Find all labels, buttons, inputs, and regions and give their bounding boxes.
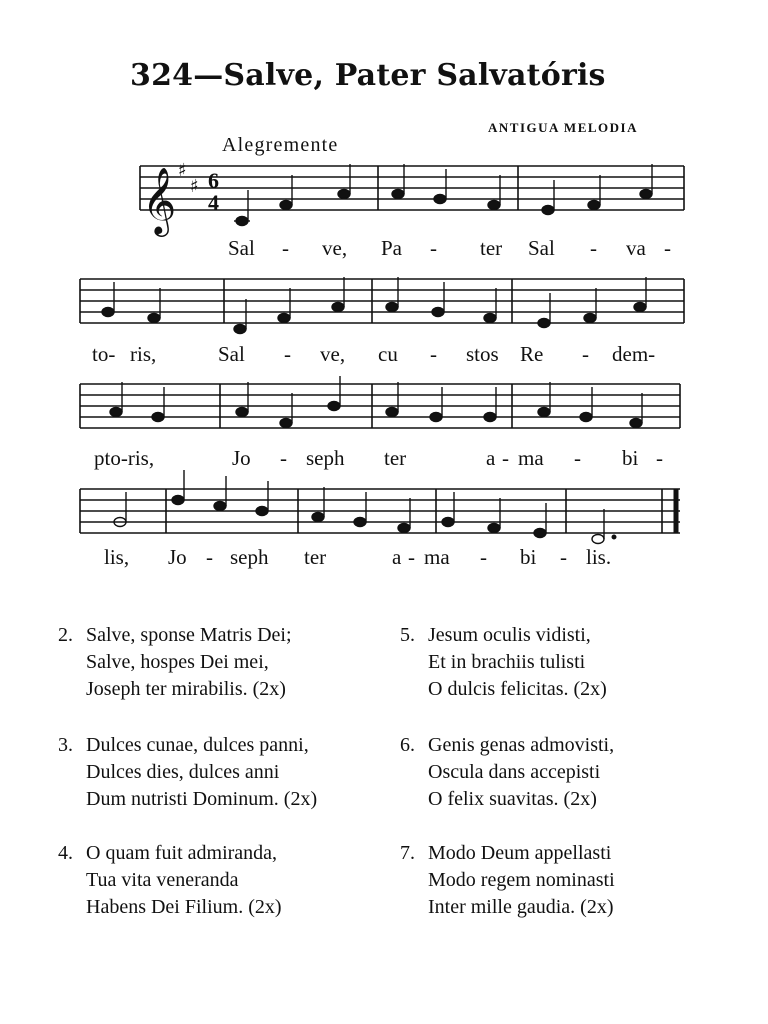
lyric-syllable: dem-	[612, 342, 656, 366]
sharp-icon: ♯	[190, 176, 199, 197]
time-signature-bottom: 4	[208, 190, 219, 215]
treble-clef-icon: 𝄞	[142, 166, 177, 234]
verse-number: 3.	[58, 734, 73, 756]
lyric-syllable: pto-ris,	[94, 446, 155, 470]
verse-line: Dum nutristi Dominum. (2x)	[86, 788, 318, 810]
staff-system-1	[140, 166, 684, 210]
lyric-syllable: ma	[424, 545, 450, 569]
lyric-syllable: Sal	[228, 236, 255, 260]
hymn-title: 324—Salve, Pater Salvatóris	[130, 58, 606, 93]
lyric-syllable: to-	[92, 342, 116, 366]
lyric-syllable: ris,	[130, 342, 157, 366]
lyric-syllable: cu	[378, 342, 398, 366]
staff-system-4	[80, 489, 680, 533]
verse-line: Habens Dei Filium. (2x)	[86, 896, 282, 918]
verse-number: 6.	[400, 734, 415, 756]
lyric-hyphen: -	[280, 446, 287, 470]
verse-line: Tua vita veneranda	[86, 869, 239, 891]
verse-line: Oscula dans accepisti	[428, 761, 601, 783]
verse-line: Modo Deum appellasti	[428, 842, 612, 864]
lyric-hyphen: -	[656, 446, 663, 470]
lyric-hyphen: -	[408, 545, 415, 569]
lyric-syllable: lis,	[104, 545, 130, 569]
lyric-hyphen: -	[502, 446, 509, 470]
verse-line: O quam fuit admiranda,	[86, 842, 278, 864]
lyric-syllable: lis.	[586, 545, 612, 569]
verse-line: Salve, sponse Matris Dei;	[86, 624, 292, 646]
staff-system-3	[80, 384, 680, 428]
verse-number: 2.	[58, 624, 73, 646]
verse-line: Salve, hospes Dei mei,	[86, 651, 269, 673]
notes-system-2	[102, 277, 646, 334]
lyric-syllable: Sal	[528, 236, 555, 260]
verse-line: O dulcis felicitas. (2x)	[428, 678, 607, 700]
verse-line: Et in brachiis tulisti	[428, 651, 586, 673]
lyric-syllable: a	[486, 446, 496, 470]
lyric-syllable: ve,	[322, 236, 348, 260]
verse-line: Dulces dies, dulces anni	[86, 761, 280, 783]
verse-line: Genis genas admovisti,	[428, 734, 615, 756]
lyric-syllable: Pa	[381, 236, 402, 260]
lyric-hyphen: -	[582, 342, 589, 366]
tempo-marking: Alegremente	[222, 134, 339, 156]
lyric-syllable: Re	[520, 342, 544, 366]
lyric-syllable: Sal	[218, 342, 245, 366]
verse-number: 7.	[400, 842, 415, 864]
lyric-hyphen: -	[590, 236, 597, 260]
lyric-syllable: ve,	[320, 342, 346, 366]
lyric-syllable: a	[392, 545, 402, 569]
lyric-hyphen: -	[284, 342, 291, 366]
sharp-icon: ♯	[178, 160, 187, 181]
verse-line: O felix suavitas. (2x)	[428, 788, 597, 810]
lyric-syllable: va	[626, 236, 646, 260]
lyric-syllable: bi	[622, 446, 639, 470]
lyric-syllable: Jo	[168, 545, 187, 569]
lyric-hyphen: -	[560, 545, 567, 569]
lyric-hyphen: -	[480, 545, 487, 569]
verse-number: 4.	[58, 842, 73, 864]
lyric-syllable: ter	[384, 446, 407, 470]
verse-line: Inter mille gaudia. (2x)	[428, 896, 614, 918]
lyric-syllable: ter	[304, 545, 327, 569]
verse-line: Dulces cunae, dulces panni,	[86, 734, 309, 756]
lyric-syllable: ma	[518, 446, 544, 470]
lyric-syllable: stos	[466, 342, 499, 366]
verse-line: Joseph ter mirabilis. (2x)	[86, 678, 286, 700]
lyric-syllable: ter	[480, 236, 503, 260]
lyric-syllable: Jo	[232, 446, 251, 470]
verse-line: Modo regem nominasti	[428, 869, 615, 891]
lyric-syllable: bi	[520, 545, 537, 569]
lyric-hyphen: -	[282, 236, 289, 260]
notes-system-1	[234, 164, 652, 226]
lyric-hyphen: -	[430, 342, 437, 366]
lyric-hyphen: -	[430, 236, 437, 260]
lyric-hyphen: -	[664, 236, 671, 260]
lyric-hyphen: -	[206, 545, 213, 569]
lyric-hyphen: -	[574, 446, 581, 470]
lyric-syllable: seph	[306, 446, 345, 470]
verse-number: 5.	[400, 624, 415, 646]
time-signature-top: 6	[208, 168, 219, 193]
verse-line: Jesum oculis vidisti,	[428, 624, 591, 646]
lyric-syllable: seph	[230, 545, 269, 569]
melody-source: ANTIGUA MELODIA	[488, 120, 638, 135]
